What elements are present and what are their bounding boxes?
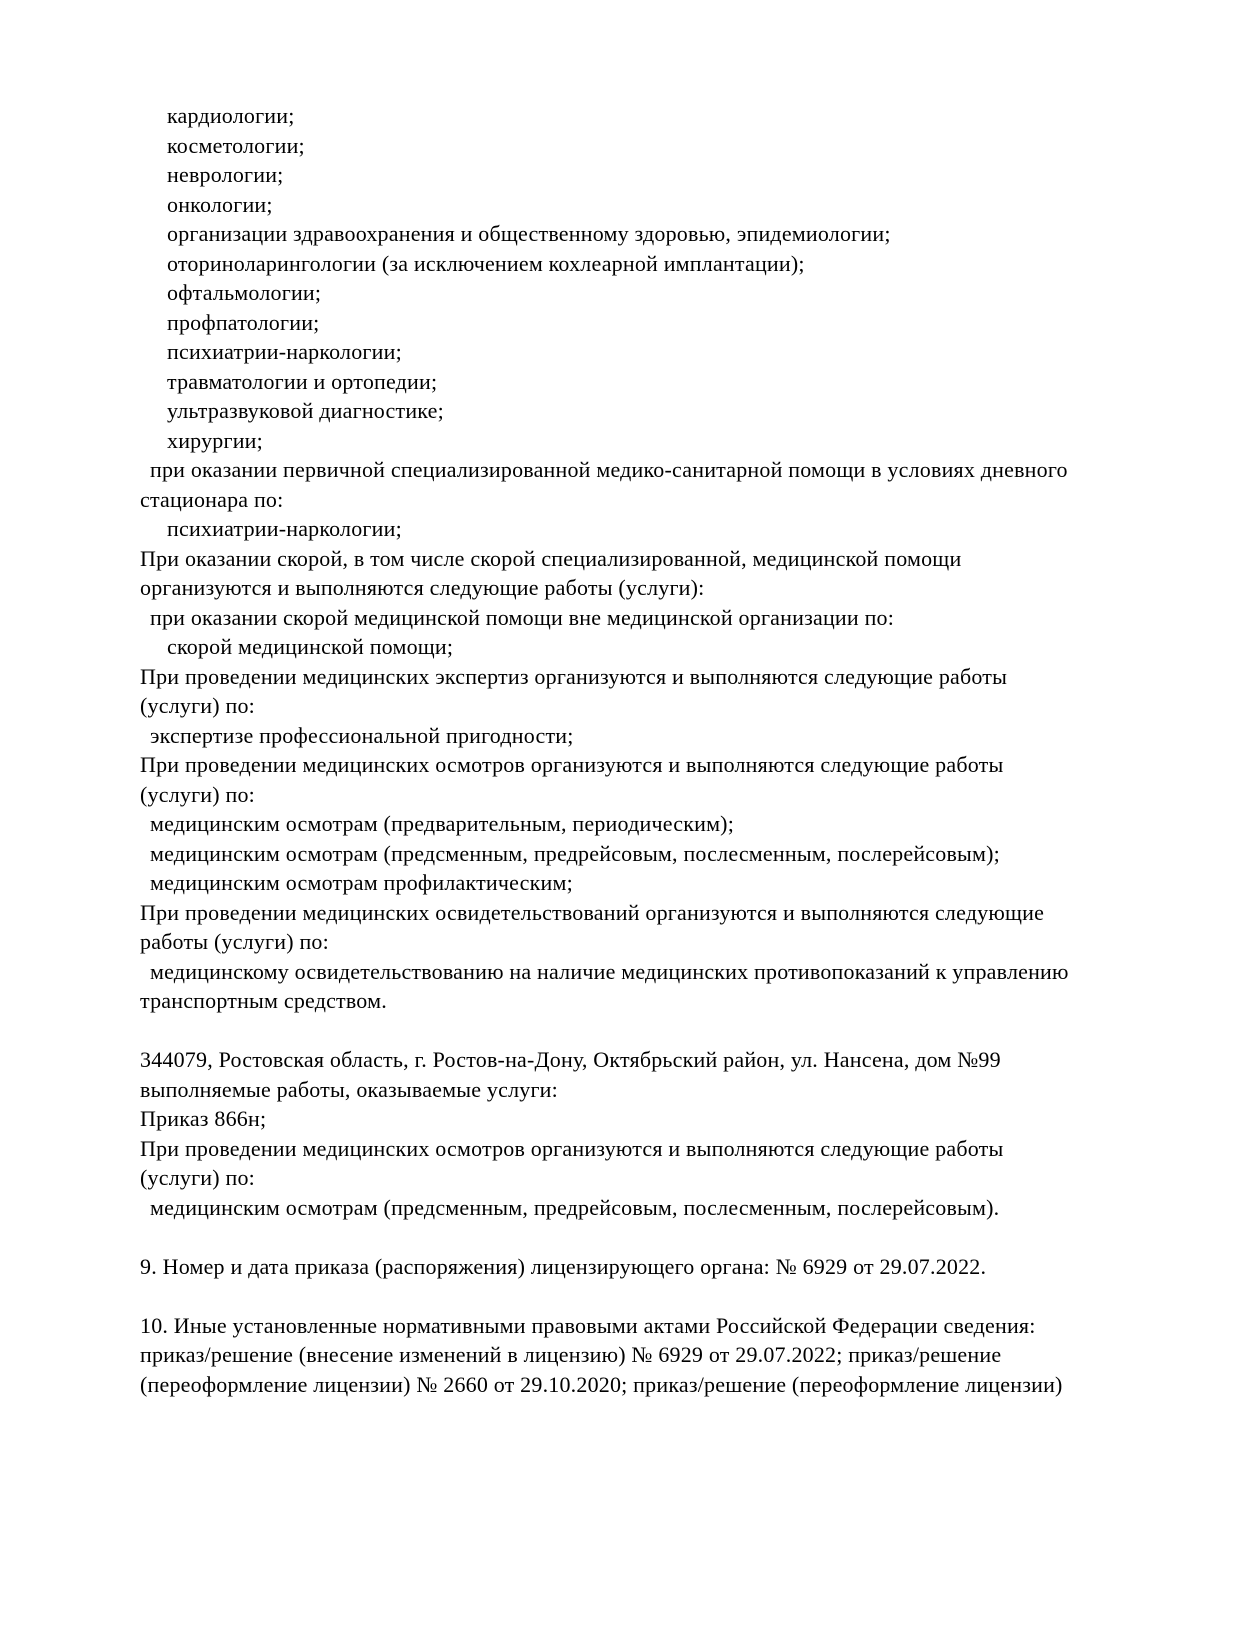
- document-line: (услуги) по:: [140, 1165, 255, 1190]
- document-line: оториноларингологии (за исключением кохлеарной имплантации);: [167, 250, 805, 276]
- document-line: психиатрии-наркологии;: [167, 516, 402, 541]
- document-line: При проведении медицинских экспертиз организуются и выполняются следующие работы: [140, 663, 1008, 689]
- document-body: [140, 101, 1120, 1399]
- document-line: приказ/решение (внесение изменений в лицензию) № 6929 от 29.07.2022; приказ/решение: [140, 1342, 1002, 1367]
- document-line: офтальмологии;: [167, 280, 322, 305]
- document-line: экспертизе профессиональной пригодности;: [150, 722, 574, 748]
- document-line: При оказании скорой, в том числе скорой специализированной, медицинской помощи: [140, 545, 962, 571]
- document-line: (переоформление лицензии) № 2660 от 29.10.2020; приказ/решение (переоформление лицензии): [140, 1371, 1063, 1397]
- document-line: (услуги) по:: [140, 781, 255, 807]
- document-line: травматологии и ортопедии;: [167, 368, 438, 394]
- document-line: психиатрии-наркологии;: [167, 339, 402, 364]
- document-line: ультразвуковой диагностике;: [167, 398, 444, 423]
- document-line: при оказании скорой медицинской помощи вне медицинской организации по:: [150, 604, 895, 630]
- document-line: стационара по:: [140, 486, 284, 512]
- document-line: 9. Номер и дата приказа (распоряжения) лицензирующего органа: № 6929 от 29.07.2022.: [140, 1253, 987, 1279]
- document-line: медицинским осмотрам профилактическим;: [150, 870, 573, 895]
- document-line: кардиологии;: [167, 103, 295, 128]
- document-line: скорой медицинской помощи;: [167, 634, 454, 659]
- blank-line: [140, 1281, 1120, 1311]
- document-line: Приказ 866н;: [140, 1106, 267, 1131]
- document-line: онкологии;: [167, 191, 273, 217]
- document-line: медицинским осмотрам (предсменным, предрейсовым, послесменным, послерейсовым).: [150, 1194, 1000, 1220]
- document-line: медицинским осмотрам (предварительным, периодическим);: [150, 811, 735, 836]
- document-line: При проведении медицинских осмотров организуются и выполняются следующие работы: [140, 1135, 1004, 1161]
- document-line: При проведении медицинских освидетельствований организуются и выполняются следующие: [140, 899, 1045, 925]
- document-line: выполняемые работы, оказываемые услуги:: [140, 1076, 558, 1102]
- document-line: (услуги) по:: [140, 693, 255, 718]
- blank-line: [140, 1016, 1120, 1046]
- document-line: организации здравоохранения и общественному здоровью, эпидемиологии;: [167, 221, 891, 246]
- document-line: медицинскому освидетельствованию на наличие медицинских противопоказаний к управлению: [150, 958, 1069, 984]
- document-line: 10. Иные установленные нормативными правовыми актами Российской Федерации сведения:: [140, 1312, 1036, 1338]
- document-line: при оказании первичной специализированной медико-санитарной помощи в условиях дневного: [150, 457, 1068, 482]
- document-line: косметологии;: [167, 132, 305, 158]
- document-line: организуются и выполняются следующие работы (услуги):: [140, 575, 705, 600]
- document-line: 344079, Ростовская область, г. Ростов-на-Дону, Октябрьский район, ул. Нансена, дом №99: [140, 1047, 1001, 1072]
- blank-line: [140, 1222, 1120, 1252]
- document-line: транспортным средством.: [140, 988, 387, 1013]
- document-line: хирургии;: [167, 427, 263, 453]
- document-line: При проведении медицинских осмотров организуются и выполняются следующие работы: [140, 752, 1004, 777]
- document-line: профпатологии;: [167, 309, 320, 335]
- document-line: неврологии;: [167, 162, 284, 187]
- document-line: медицинским осмотрам (предсменным, предрейсовым, послесменным, послерейсовым);: [150, 840, 1000, 866]
- document-line: работы (услуги) по:: [140, 929, 329, 954]
